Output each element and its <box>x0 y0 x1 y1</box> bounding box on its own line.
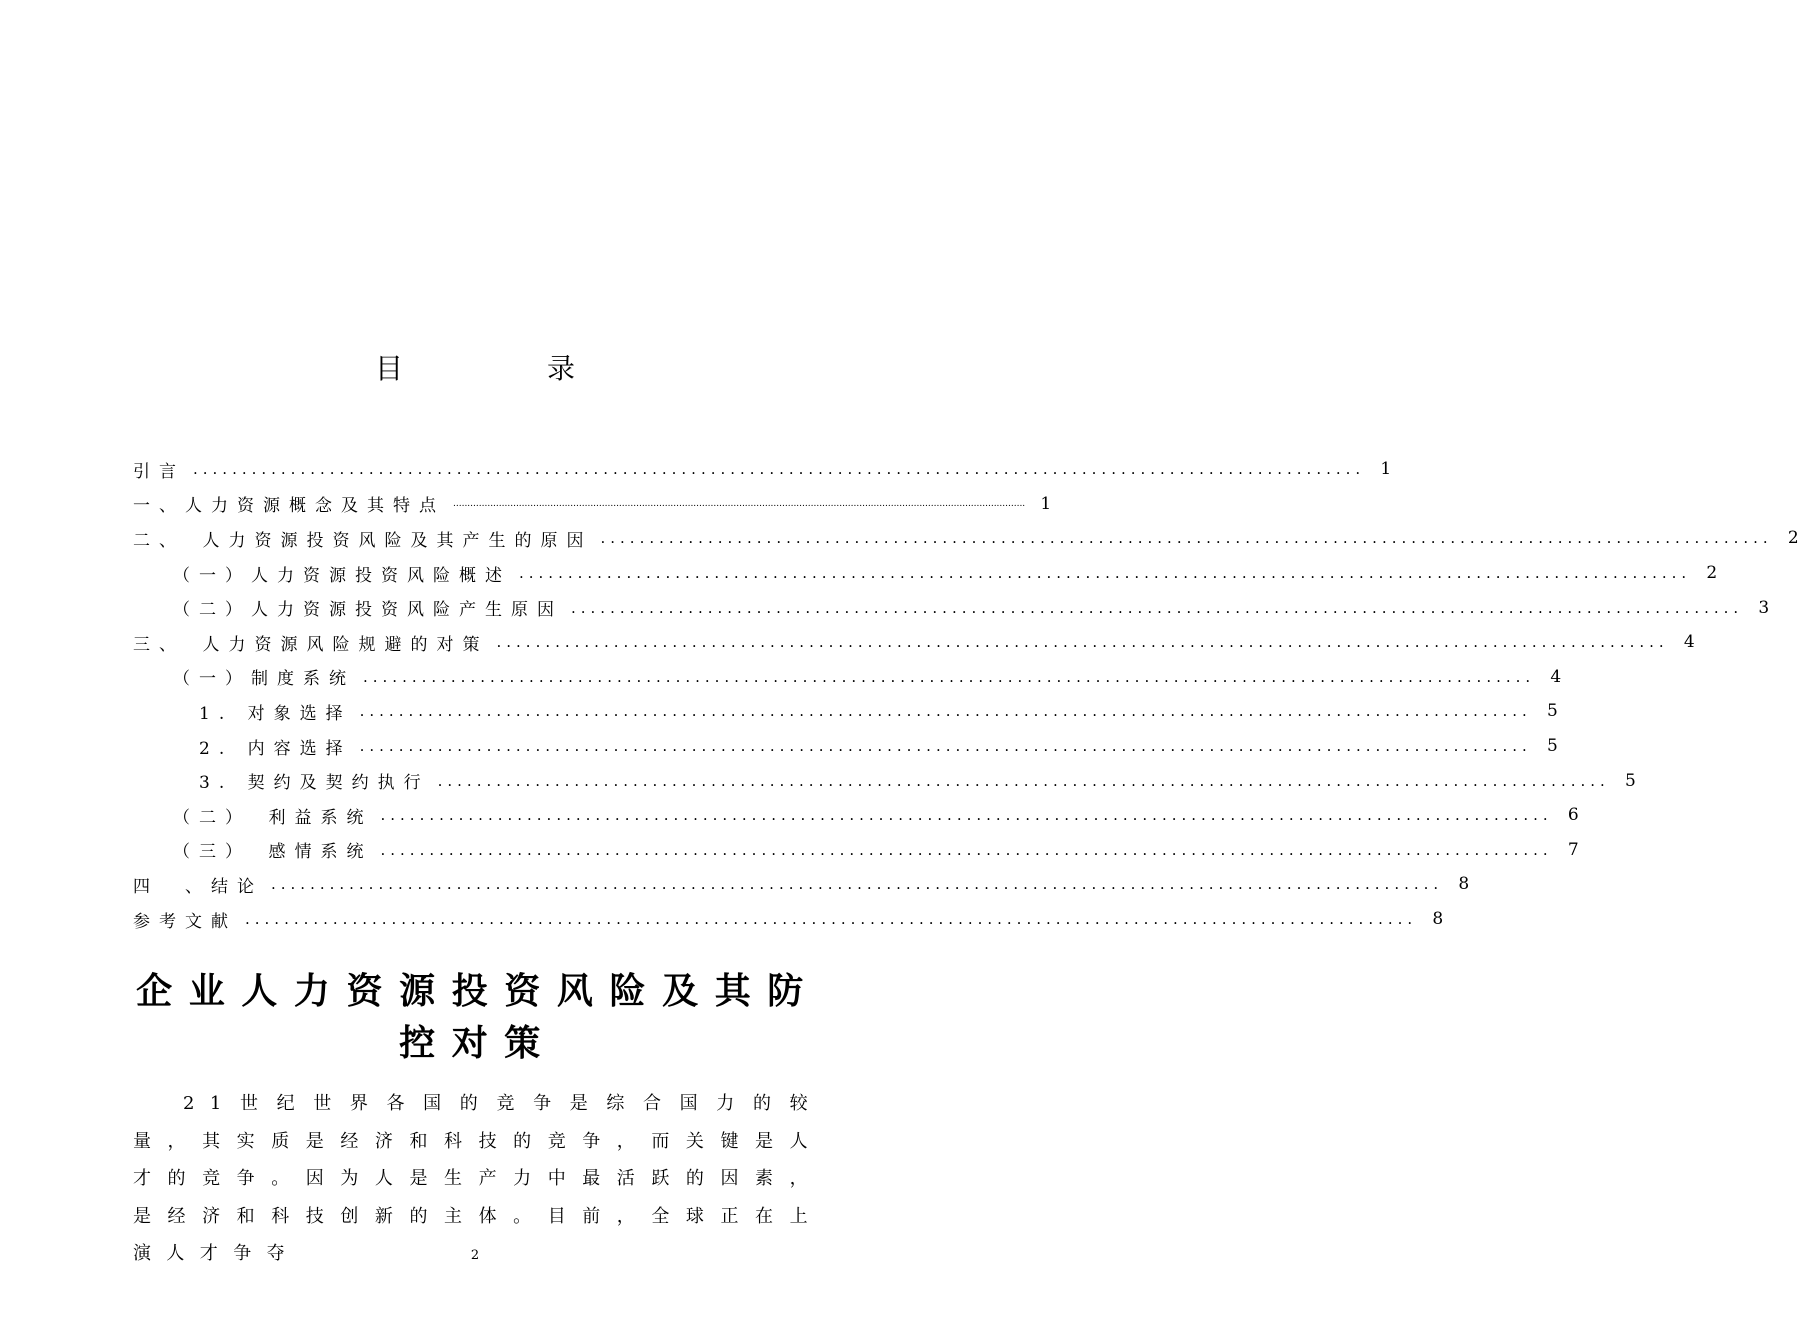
document-title: 企业人力资源投资风险及其防控对策 <box>136 971 820 1064</box>
toc-entry-section-3-1[interactable] <box>133 660 1562 695</box>
toc-entry-label: （二）人力资源投资风险产生原因 <box>173 600 563 621</box>
toc-leader-dots: ........................................................................................................................ <box>359 702 1532 721</box>
toc-entry-section-2[interactable] <box>133 521 1799 556</box>
table-of-contents <box>133 452 1799 936</box>
toc-entry-label: 四 、结论 <box>133 876 263 897</box>
toc-entry-page: 1 <box>1040 493 1052 514</box>
toc-leader-dots: ........................................................................................................................ <box>571 598 1744 617</box>
toc-entry-section-3-2[interactable] <box>133 798 1579 833</box>
toc-title: 目 录 <box>374 352 633 385</box>
toc-entry-label: 一、人力资源概念及其特点 <box>133 496 445 517</box>
body-paragraph: 21世纪世界各国的竞争是综合国力的较量，其实质是经济和科技的竞争，而关键是人才的竞争。因为人是生产力中最活跃的因素，是经济和科技创新的主体。目前，全球正在上演人才争夺 <box>133 1093 823 1264</box>
toc-entry-section-2-1[interactable] <box>133 556 1718 591</box>
toc-entry-page: 2 <box>1706 563 1718 584</box>
toc-entry-label: 引言 <box>133 461 185 482</box>
toc-entry-intro[interactable] <box>133 452 1392 487</box>
toc-leader-dots: ........................................................................................................................ <box>380 840 1553 859</box>
toc-leader-dots: ........................................................................................................................ <box>380 806 1553 825</box>
toc-entry-section-1[interactable] <box>133 487 1052 522</box>
page-number: 2 <box>470 1248 480 1263</box>
toc-entry-page: 1 <box>1380 459 1392 480</box>
toc-leader-dots: ........................................................................................................................ <box>519 564 1692 583</box>
toc-leader-dots: ........................................................................................................................ <box>600 529 1773 548</box>
toc-entry-section-3-3[interactable] <box>133 833 1579 868</box>
toc-leader-dots: ........................................................................................................................ <box>437 771 1610 790</box>
toc-entry-page: 4 <box>1683 632 1695 653</box>
toc-entry-label: 二、 人力资源投资风险及其产生的原因 <box>133 530 593 551</box>
toc-entry-section-3-1-3[interactable] <box>133 763 1636 798</box>
toc-leader-dots: ........................................................................................................................ <box>363 667 1536 686</box>
toc-entry-section-4[interactable] <box>133 867 1470 902</box>
toc-entry-page: 5 <box>1546 701 1558 722</box>
toc-leader-dots: ........................................................................................................................................................................................................ <box>453 498 1026 509</box>
toc-entry-references[interactable] <box>133 902 1444 937</box>
toc-entry-page: 4 <box>1550 666 1562 687</box>
toc-entry-page: 8 <box>1458 874 1470 895</box>
toc-entry-page: 6 <box>1567 805 1579 826</box>
toc-entry-section-3[interactable] <box>133 625 1695 660</box>
toc-entry-label: （二） 利益系统 <box>173 807 373 828</box>
toc-entry-section-3-1-2[interactable] <box>133 729 1558 764</box>
toc-entry-label: 1. 对象选择 <box>199 703 352 724</box>
toc-entry-label: 参考文献 <box>133 911 237 932</box>
toc-leader-dots: ........................................................................................................................ <box>271 875 1444 894</box>
toc-leader-dots: ........................................................................................................................ <box>193 460 1366 479</box>
toc-entry-label: 三、 人力资源风险规避的对策 <box>133 634 489 655</box>
toc-entry-page: 7 <box>1567 839 1579 860</box>
toc-entry-label: （三） 感情系统 <box>173 842 373 863</box>
toc-entry-label: （一）人力资源投资风险概述 <box>173 565 511 586</box>
toc-entry-section-2-2[interactable] <box>133 590 1770 625</box>
toc-entry-label: （一）制度系统 <box>173 669 355 690</box>
toc-entry-page: 5 <box>1546 736 1558 757</box>
toc-leader-dots: ........................................................................................................................ <box>359 737 1532 756</box>
toc-entry-page: 5 <box>1624 770 1636 791</box>
toc-entry-section-3-1-1[interactable] <box>133 694 1558 729</box>
toc-leader-dots: ........................................................................................................................ <box>245 910 1418 929</box>
toc-entry-page: 3 <box>1758 597 1770 618</box>
toc-entry-page: 2 <box>1787 528 1799 549</box>
toc-entry-label: 3. 契约及契约执行 <box>199 773 430 794</box>
toc-entry-page: 8 <box>1432 909 1444 930</box>
toc-leader-dots: ........................................................................................................................ <box>496 633 1669 652</box>
toc-entry-label: 2. 内容选择 <box>199 738 352 759</box>
